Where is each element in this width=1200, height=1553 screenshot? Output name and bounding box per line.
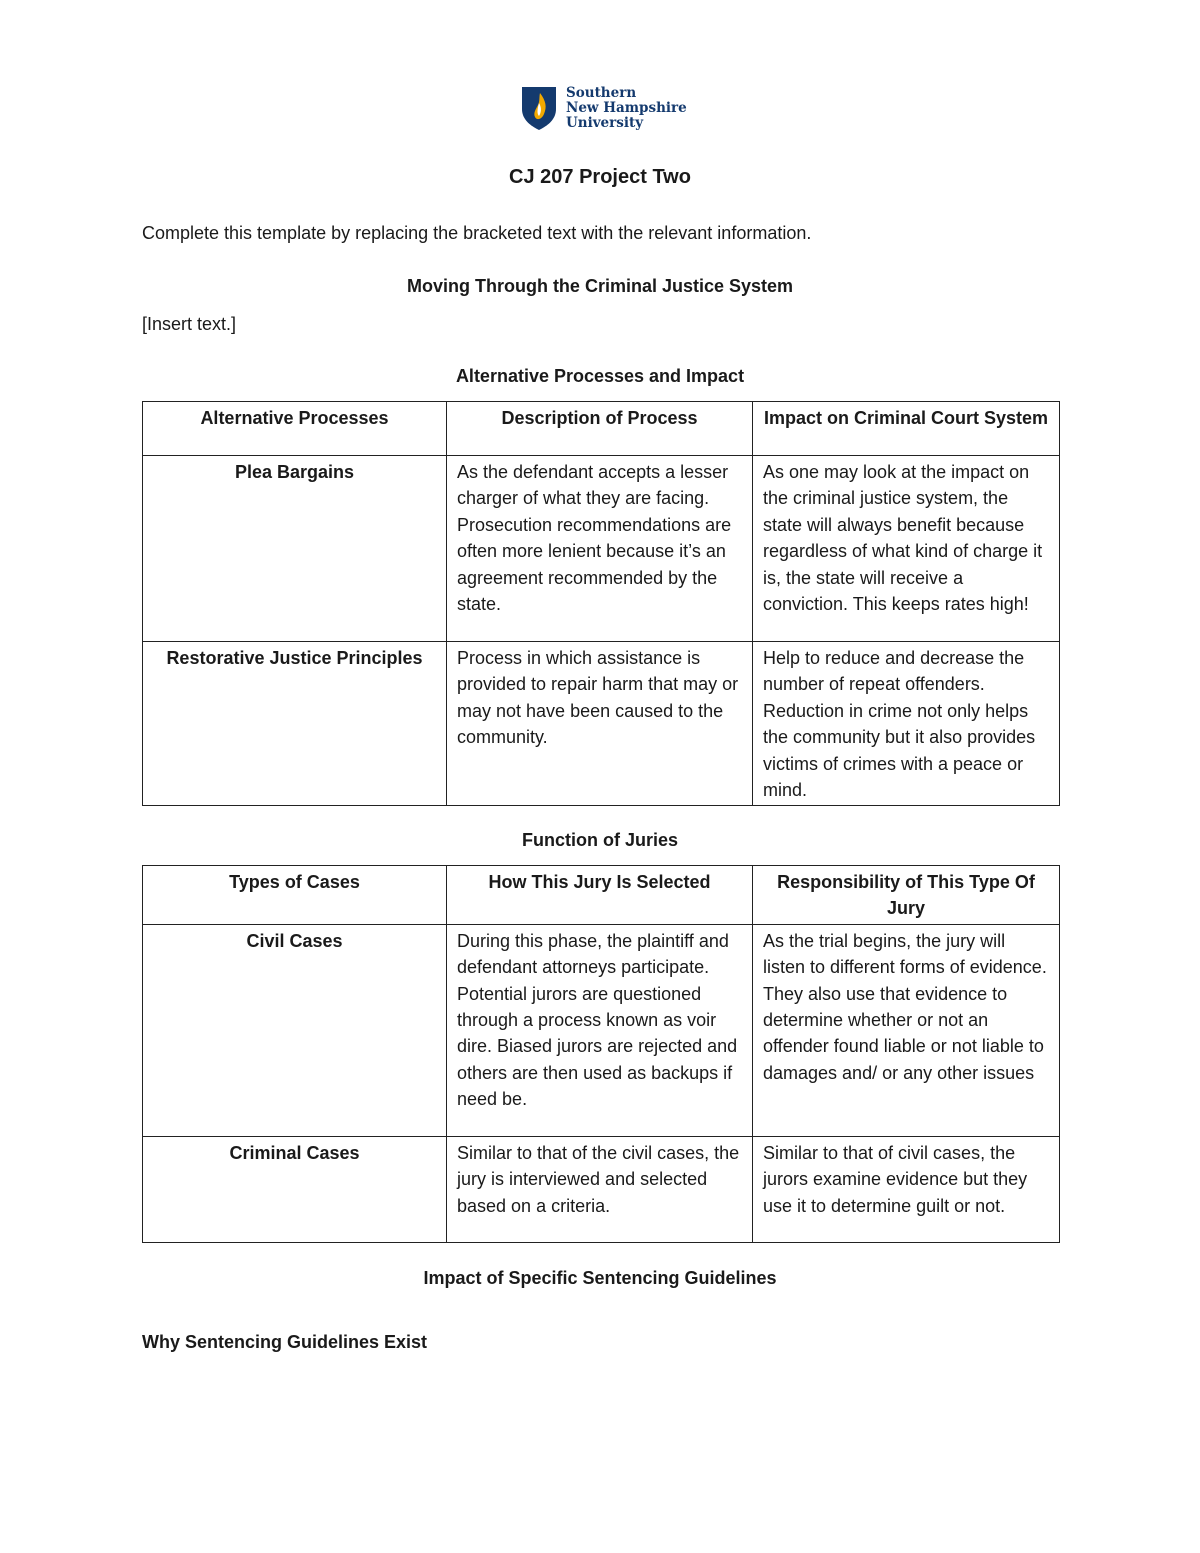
table-cell: Help to reduce and decrease the number of repeat offenders. Reduction in crime not only helps the community but it also provides victims of crimes with a peace or mind. (753, 642, 1060, 806)
instructions-text: Complete this template by replacing the bracketed text with the relevant information. (142, 223, 812, 243)
section-heading-criminal-justice: Moving Through the Criminal Justice System (406, 276, 794, 296)
section-heading-sentencing: Impact of Specific Sentencing Guidelines (423, 1268, 777, 1288)
table-cell: During this phase, the plaintiff and defendant attorneys participate. Potential jurors are questioned through a process known as voir dire. Biased jurors are rejected and others are then used as backups if need be. (447, 924, 753, 1136)
column-header: Responsibility of This Type Of Jury (753, 866, 1060, 925)
table-cell: As the defendant accepts a lesser charger of what they are facing. Prosecution recommendations are often more lenient because it’s an agreement recommended by the state. (447, 456, 753, 642)
table-row (143, 456, 1060, 642)
table-cell: As one may look at the impact on the criminal justice system, the state will always benefit because regardless of what kind of charge it is, the state will receive a conviction. This keeps rates high! (753, 456, 1060, 642)
column-header: Description of Process (447, 402, 753, 456)
row-label: Plea Bargains (143, 456, 447, 642)
column-header: Types of Cases (143, 866, 447, 925)
document-title: CJ 207 Project Two (509, 166, 691, 188)
column-header: Alternative Processes (143, 402, 447, 456)
section-heading-alternative-processes: Alternative Processes and Impact (455, 366, 745, 386)
table-cell: Similar to that of the civil cases, the jury is interviewed and selected based on a criteria. (447, 1136, 753, 1242)
table-row (143, 924, 1060, 1136)
row-label: Criminal Cases (143, 1136, 447, 1242)
university-logo (520, 84, 690, 132)
table-header-row (143, 402, 1060, 456)
row-label: Civil Cases (143, 924, 447, 1136)
logo-line-1: Southern (566, 84, 637, 101)
table-cell: Process in which assistance is provided to repair harm that may or may not have been caused to the community. (447, 642, 753, 806)
shield-flame-icon (520, 85, 558, 131)
juries-table (142, 865, 1060, 1243)
table-row (143, 642, 1060, 806)
row-label: Restorative Justice Principles (143, 642, 447, 806)
table-cell: As the trial begins, the jury will listen to different forms of evidence. They also use that evidence to determine whether or not an offender found liable or not liable to damages and/ or any other issues (753, 924, 1060, 1136)
table-row (143, 1136, 1060, 1242)
logo-line-2: New Hampshire (566, 99, 687, 116)
alternative-processes-table (142, 401, 1060, 806)
subheading-sentencing-guidelines: Why Sentencing Guidelines Exist (142, 1332, 428, 1352)
table-header-row (143, 866, 1060, 925)
logo-line-3: University (566, 114, 644, 131)
insert-text-placeholder: [Insert text.] (142, 314, 237, 334)
column-header: How This Jury Is Selected (447, 866, 753, 925)
university-name (566, 86, 687, 131)
table-cell: Similar to that of civil cases, the jurors examine evidence but they use it to determine guilt or not. (753, 1136, 1060, 1242)
section-heading-juries: Function of Juries (521, 830, 678, 850)
column-header: Impact on Criminal Court System (753, 402, 1060, 456)
